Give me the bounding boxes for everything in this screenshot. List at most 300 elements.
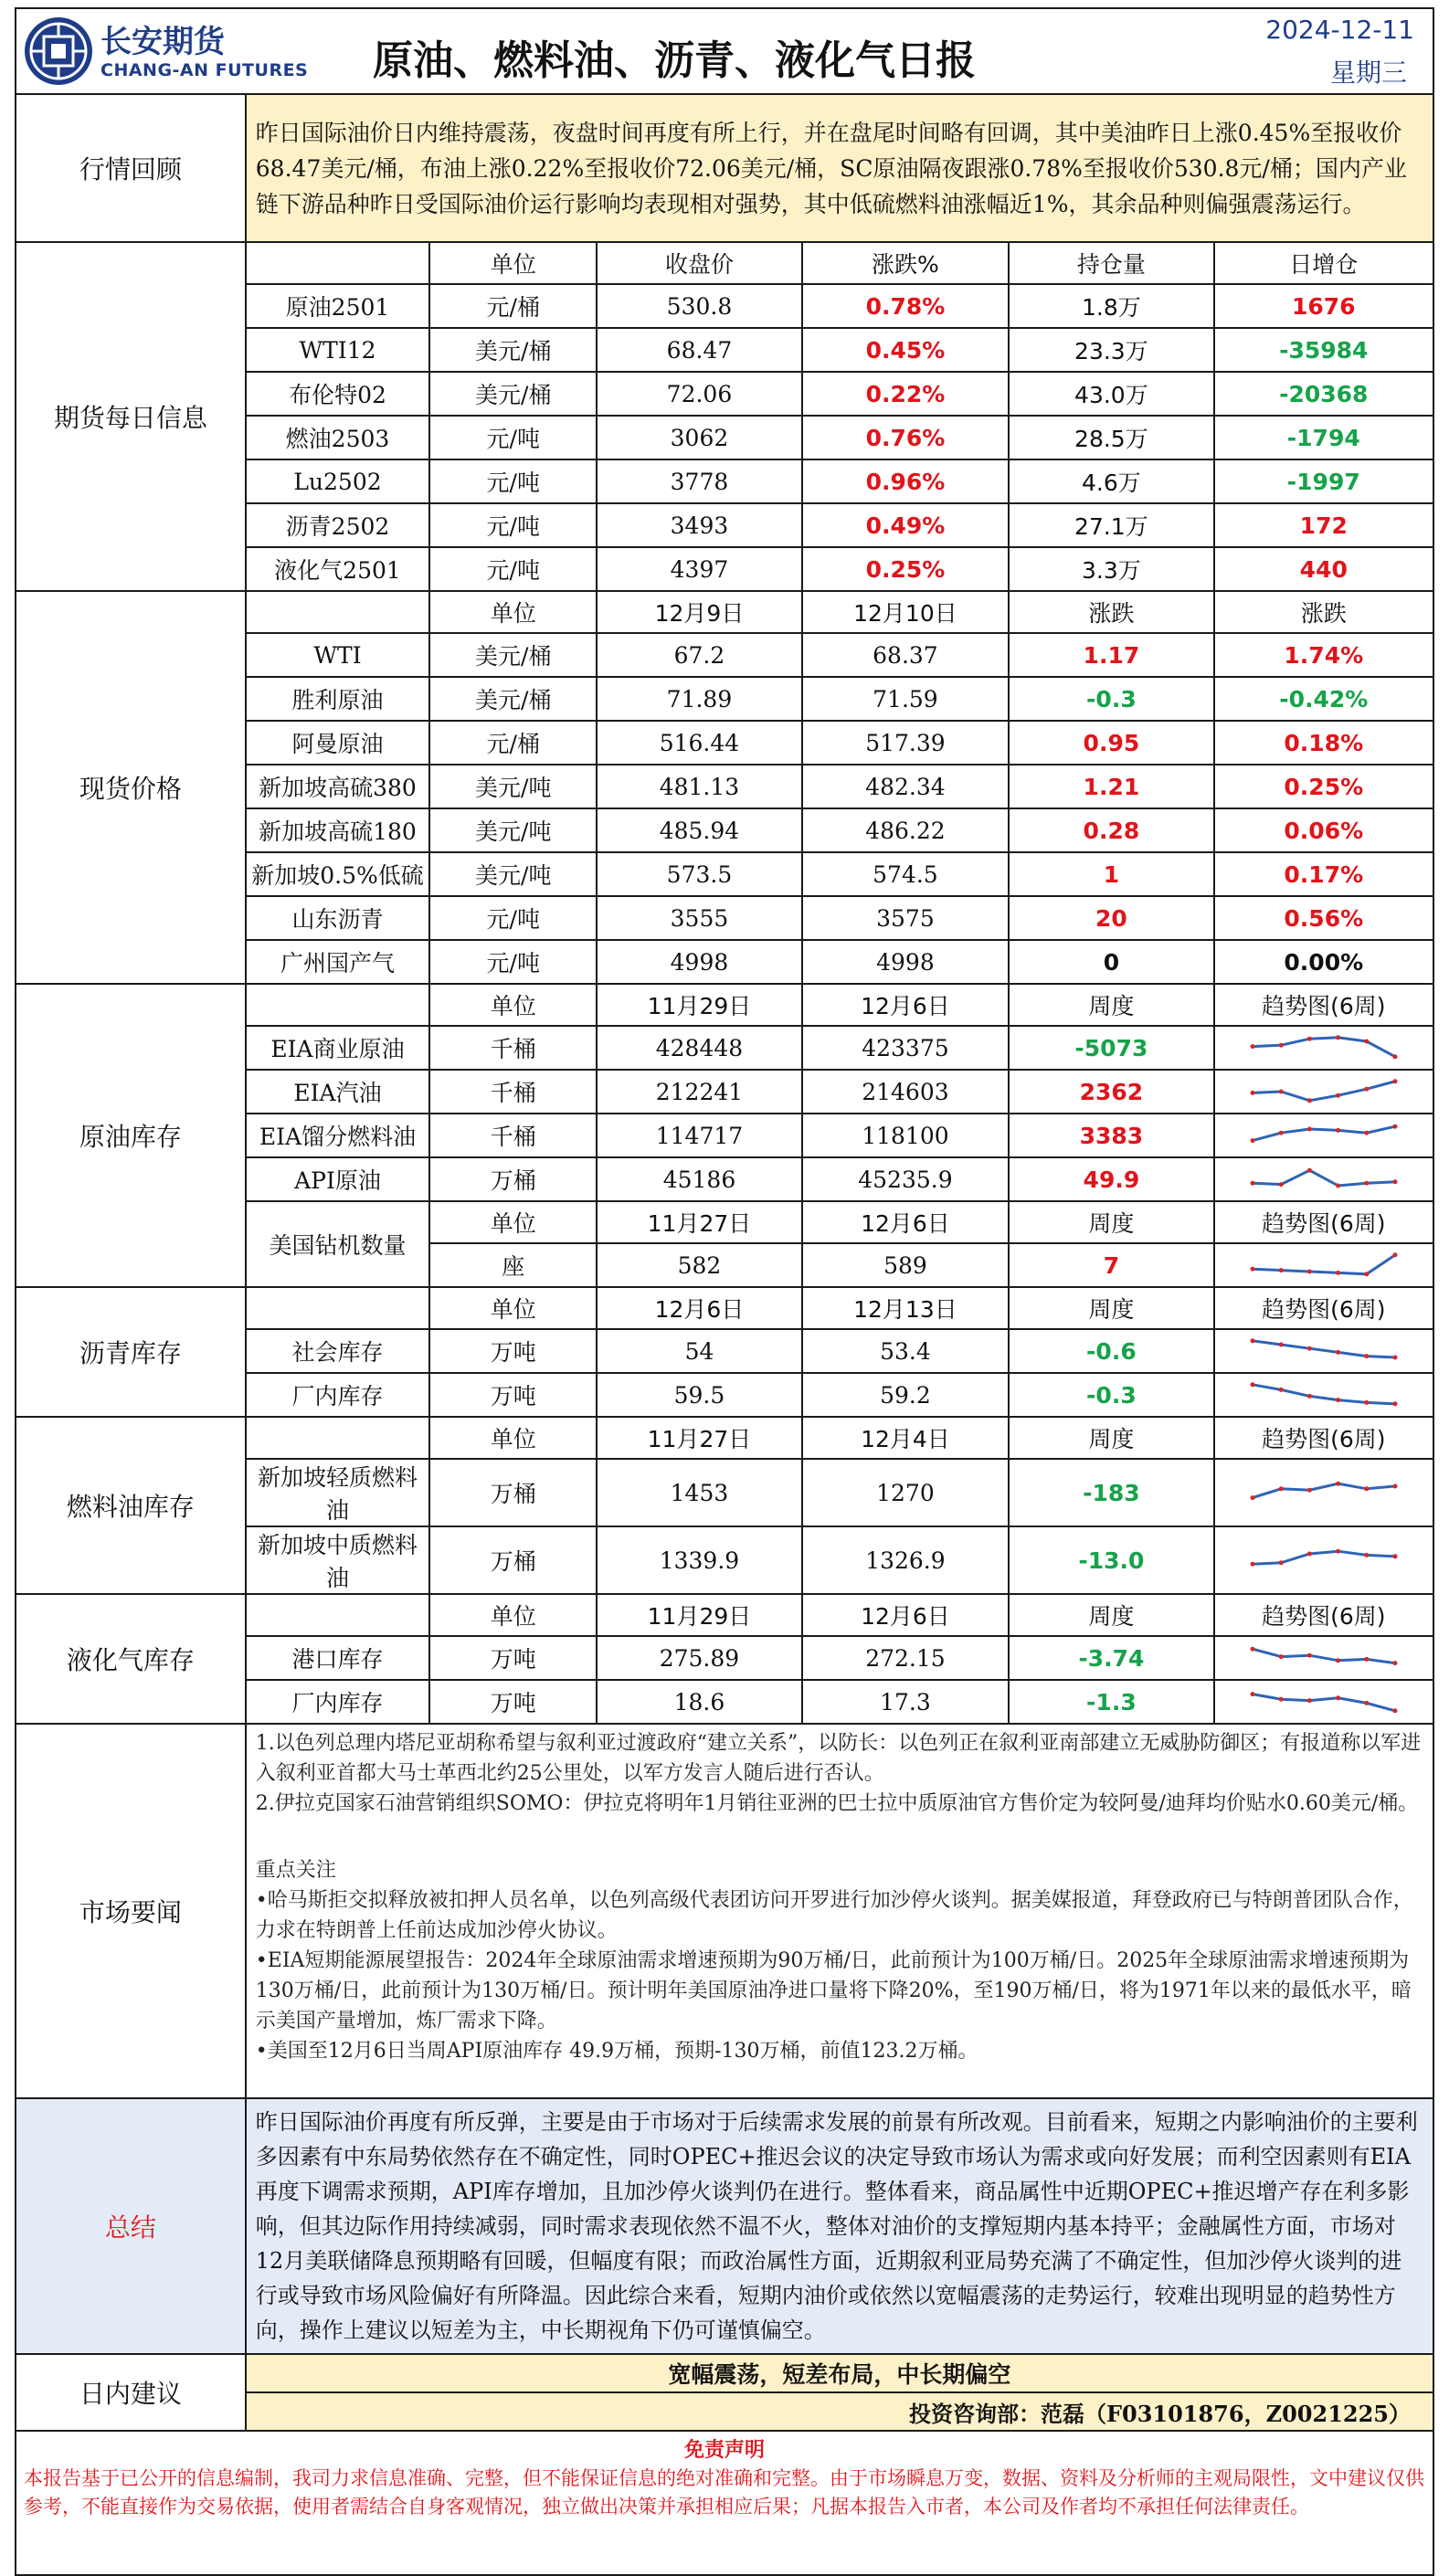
crude-inventory-section — [16, 984, 1433, 1287]
oi-change: -20368 — [1214, 372, 1433, 416]
trend-sparkline — [1247, 1474, 1401, 1511]
trend-cell — [1214, 1636, 1433, 1680]
inventory-name: EIA馏分燃料油 — [246, 1114, 429, 1157]
change-pct: 0.96% — [802, 459, 1010, 503]
inventory-name: 厂内库存 — [246, 1680, 429, 1724]
unit-cell: 美元/桶 — [429, 633, 597, 677]
trend-point — [1307, 1037, 1312, 1041]
section-label: 燃料油库存 — [16, 1417, 246, 1594]
trend-point — [1250, 1495, 1254, 1500]
price-change: 1.17 — [1009, 633, 1213, 677]
trend-point — [1392, 1252, 1397, 1257]
report-date: 2024-12-11 — [1265, 15, 1414, 45]
fuel-oil-inventory-section — [16, 1417, 1433, 1594]
unit-cell: 美元/桶 — [429, 372, 597, 416]
open-interest: 1.8万 — [1009, 284, 1213, 328]
value-week2: 59.2 — [802, 1373, 1010, 1417]
trend-point — [1307, 1168, 1312, 1173]
oi-change: -35984 — [1214, 328, 1433, 372]
inventory-name: EIA汽油 — [246, 1070, 429, 1114]
change-pct: 0.25% — [802, 547, 1010, 591]
value-week1: 1339.9 — [597, 1526, 801, 1594]
column-header: 12月6日 — [802, 1594, 1010, 1636]
weekly-change: 3383 — [1009, 1114, 1213, 1157]
trend-line — [1253, 1385, 1395, 1404]
trend-point — [1364, 1354, 1369, 1358]
trend-point — [1336, 1035, 1340, 1040]
value-week1: 428448 — [597, 1026, 801, 1070]
trend-cell — [1214, 1329, 1433, 1373]
trend-point — [1392, 1661, 1397, 1665]
unit-cell: 美元/桶 — [429, 328, 597, 372]
open-interest: 4.6万 — [1009, 459, 1213, 503]
price-day2: 482.34 — [802, 765, 1010, 808]
column-header: 收盘价 — [597, 242, 801, 284]
column-header: 单位 — [429, 984, 597, 1026]
price-change: 0 — [1009, 940, 1213, 984]
trend-point — [1250, 1562, 1254, 1567]
advice-row — [16, 2354, 1433, 2392]
inventory-name: 新加坡轻质燃料油 — [246, 1459, 429, 1526]
table-header-row — [16, 1594, 1433, 1636]
unit-cell: 美元/吨 — [429, 808, 597, 852]
trend-point — [1250, 1181, 1254, 1186]
trend-point — [1250, 1091, 1254, 1095]
value-week1: 114717 — [597, 1114, 801, 1157]
price-day1: 481.13 — [597, 765, 801, 808]
column-header: 单位 — [429, 1201, 597, 1243]
oi-change: 172 — [1214, 503, 1433, 547]
column-header: 周度 — [1009, 1201, 1213, 1243]
price-change-pct: 0.56% — [1214, 896, 1433, 940]
trend-point — [1364, 1657, 1369, 1662]
price-day2: 3575 — [802, 896, 1010, 940]
close-price: 4397 — [597, 547, 801, 591]
value-week2: 53.4 — [802, 1329, 1010, 1373]
focus-item: •哈马斯拒交拟释放被扣押人员名单，以色列高级代表团访问开罗进行加沙停火谈判。据美媒报道，拜登政府已与特朗普团队合作，力求在特朗普上任前达成加沙停火协议。 — [255, 1889, 1413, 1942]
trend-point — [1278, 1654, 1283, 1659]
column-header: 趋势图(6周) — [1214, 1287, 1433, 1329]
spot-name: 新加坡0.5%低硫 — [246, 852, 429, 896]
unit-cell: 美元/吨 — [429, 765, 597, 808]
close-price: 3062 — [597, 416, 801, 459]
contract-name: 布伦特02 — [246, 372, 429, 416]
weekly-change: -0.3 — [1009, 1373, 1213, 1417]
trend-cell — [1214, 1680, 1433, 1724]
blank-header — [246, 1287, 429, 1329]
contract-name: Lu2502 — [246, 459, 429, 503]
price-day2: 486.22 — [802, 808, 1010, 852]
price-day2: 68.37 — [802, 633, 1010, 677]
unit-cell: 元/桶 — [429, 284, 597, 328]
unit-cell: 万桶 — [429, 1157, 597, 1201]
section-label: 沥青库存 — [16, 1287, 246, 1417]
trend-line — [1253, 1038, 1395, 1057]
table-header-row — [16, 1417, 1433, 1459]
trend-point — [1364, 1701, 1369, 1705]
review-text: 昨日国际油价日内维持震荡，夜盘时间再度有所上行，并在盘尾时间略有回调，其中美油昨日上涨0.45%至报收价68.47美元/桶，布油上涨0.22%至报收价72.06美元/桶，SC原油隔夜跟涨0.78%至报收价530.8元/桶；国内产业链下游品种昨日受国际油价运行影响均表现相对强势，其中低硫燃料油涨幅近1%，其余品种则偏强震荡运行。 — [246, 94, 1433, 242]
column-header: 单位 — [429, 1417, 597, 1459]
column-header: 单位 — [429, 1594, 597, 1636]
trend-point — [1336, 1128, 1340, 1133]
spot-section — [16, 591, 1433, 984]
value-week1: 582 — [597, 1243, 801, 1287]
trend-point — [1250, 1267, 1254, 1272]
close-price: 3493 — [597, 503, 801, 547]
trend-sparkline — [1247, 1073, 1401, 1110]
trend-cell — [1214, 1526, 1433, 1594]
blank-header — [246, 1417, 429, 1459]
trend-line — [1253, 1483, 1395, 1497]
price-change-pct: 0.06% — [1214, 808, 1433, 852]
change-pct: 0.78% — [802, 284, 1010, 328]
change-pct: 0.22% — [802, 372, 1010, 416]
asphalt-inventory-section — [16, 1287, 1433, 1417]
close-price: 72.06 — [597, 372, 801, 416]
trend-sparkline — [1247, 1377, 1401, 1413]
focus-item: •美国至12月6日当周API原油库存 49.9万桶，预期-130万桶，前值123.2万桶。 — [255, 2040, 978, 2063]
column-header: 趋势图(6周) — [1214, 1594, 1433, 1636]
price-change-pct: 0.17% — [1214, 852, 1433, 896]
unit-cell: 元/桶 — [429, 721, 597, 765]
unit-cell: 元/吨 — [429, 940, 597, 984]
column-header: 周度 — [1009, 984, 1213, 1026]
trend-point — [1392, 1079, 1397, 1083]
price-change: 1.21 — [1009, 765, 1213, 808]
inventory-name: EIA商业原油 — [246, 1026, 429, 1070]
trend-point — [1392, 1124, 1397, 1129]
spot-name: 新加坡高硫180 — [246, 808, 429, 852]
trend-point — [1392, 1554, 1397, 1558]
logo-name-en: CHANG-AN FUTURES — [100, 60, 309, 80]
trend-line — [1253, 1082, 1395, 1101]
trend-line — [1253, 1694, 1395, 1711]
inventory-name: 厂内库存 — [246, 1373, 429, 1417]
value-week2: 214603 — [802, 1070, 1010, 1114]
summary-row — [16, 2098, 1433, 2354]
price-day1: 3555 — [597, 896, 801, 940]
trend-point — [1336, 1658, 1340, 1663]
trend-point — [1336, 1695, 1340, 1700]
column-header: 11月27日 — [597, 1201, 801, 1243]
unit-cell: 元/吨 — [429, 547, 597, 591]
trend-line — [1253, 1255, 1395, 1274]
trend-point — [1364, 1400, 1369, 1405]
trend-sparkline — [1247, 1640, 1401, 1676]
trend-point — [1392, 1356, 1397, 1360]
price-change: 20 — [1009, 896, 1213, 940]
price-change: 0.95 — [1009, 721, 1213, 765]
trend-line — [1253, 1341, 1395, 1357]
trend-point — [1307, 1098, 1312, 1103]
trend-point — [1278, 1560, 1283, 1565]
column-header: 12月6日 — [802, 1201, 1010, 1243]
column-header: 涨跌 — [1214, 591, 1433, 633]
spot-name: 广州国产气 — [246, 940, 429, 984]
summary-text: 昨日国际油价再度有所反弹，主要是由于市场对于后续需求发展的前景有所改观。目前看来，短期之内影响油价的主要利多因素有中东局势依然存在不确定性，同时OPEC+推迟会议的决定导致市场认为需求或向好发展；而利空因素则有EIA再度下调需求预期，API库存增加，且加沙停火谈判仍在进行。整体看来，商品属性中近期OPEC+推迟增产存在利多影响，但其边际作用持续减弱，同时需求表现依然不温不火，整体对油价的支撑短期内基本持平；金融属性方面，市场对12月美联储降息预期略有回暖，但幅度有限；而政治属性方面，近期叙利亚局势充满了不确定性，但加沙停火谈判的进行或导致市场风险偏好有所降温。因此综合来看，短期内油价或依然以宽幅震荡的走势运行，较难出现明显的趋势性方向，操作上建议以短差为主，中长期视角下仍可谨慎偏空。 — [246, 2098, 1433, 2354]
weekly-change: 49.9 — [1009, 1157, 1213, 1201]
open-interest: 27.1万 — [1009, 503, 1213, 547]
trend-line — [1253, 1170, 1395, 1186]
oi-change: 440 — [1214, 547, 1433, 591]
trend-line — [1253, 1126, 1395, 1140]
trend-point — [1307, 1346, 1312, 1351]
price-change: 0.28 — [1009, 808, 1213, 852]
oi-change: -1997 — [1214, 459, 1433, 503]
table-header-row — [16, 984, 1433, 1026]
focus-title: 重点关注 — [255, 1859, 336, 1882]
value-week1: 45186 — [597, 1157, 801, 1201]
column-header: 涨跌 — [1009, 591, 1213, 633]
column-header: 趋势图(6周) — [1214, 1201, 1433, 1243]
open-interest: 3.3万 — [1009, 547, 1213, 591]
trend-point — [1278, 1090, 1283, 1094]
column-header: 趋势图(6周) — [1214, 1417, 1433, 1459]
column-header: 趋势图(6周) — [1214, 984, 1433, 1026]
disclaimer-row — [16, 2431, 1433, 2575]
news-item: 1.以色列总理内塔尼亚胡称希望与叙利亚过渡政府“建立关系”，以防长：以色列正在叙利亚南部建立无威胁防御区；有报道称以军进入叙利亚首都大马士革西北约25公里处，以军方发言人随后进行否认。 — [255, 1732, 1422, 1785]
trend-point — [1364, 1087, 1369, 1092]
column-header: 单位 — [429, 1287, 597, 1329]
unit-cell: 元/吨 — [429, 416, 597, 459]
contract-name: 液化气2501 — [246, 547, 429, 591]
unit-cell: 元/吨 — [429, 896, 597, 940]
trend-point — [1250, 1138, 1254, 1143]
news-label: 市场要闻 — [16, 1724, 246, 2098]
trend-point — [1392, 1708, 1397, 1713]
trend-point — [1278, 1343, 1283, 1347]
unit-cell: 万桶 — [429, 1526, 597, 1594]
unit-cell: 万吨 — [429, 1636, 597, 1680]
weekly-change: 2362 — [1009, 1070, 1213, 1114]
spot-name: 阿曼原油 — [246, 721, 429, 765]
spot-name: 胜利原油 — [246, 677, 429, 721]
value-week1: 1453 — [597, 1459, 801, 1526]
weekly-change: -183 — [1009, 1459, 1213, 1526]
trend-sparkline — [1247, 1117, 1401, 1154]
lpg-inventory-section — [16, 1594, 1433, 1724]
change-pct: 0.45% — [802, 328, 1010, 372]
price-change: -0.3 — [1009, 677, 1213, 721]
column-header: 12月13日 — [802, 1287, 1010, 1329]
trend-sparkline — [1247, 1029, 1401, 1066]
value-week2: 45235.9 — [802, 1157, 1010, 1201]
section-label: 原油库存 — [16, 984, 246, 1287]
analyst-text: 投资咨询部：范磊（F03101876，Z0021225） — [246, 2392, 1433, 2431]
spot-name: 新加坡高硫380 — [246, 765, 429, 808]
trend-point — [1364, 1040, 1369, 1044]
trend-point — [1278, 1182, 1283, 1187]
price-change-pct: 0.18% — [1214, 721, 1433, 765]
blank-header — [246, 591, 429, 633]
advice-label: 日内建议 — [16, 2354, 246, 2431]
oi-change: -1794 — [1214, 416, 1433, 459]
price-day2: 517.39 — [802, 721, 1010, 765]
column-header: 12月4日 — [802, 1417, 1010, 1459]
weekly-change: -1.3 — [1009, 1680, 1213, 1724]
report-page — [15, 7, 1434, 2576]
trend-point — [1307, 1270, 1312, 1274]
unit-cell: 千桶 — [429, 1026, 597, 1070]
trend-line — [1253, 1649, 1395, 1663]
column-header: 11月29日 — [597, 1594, 801, 1636]
logo-name-cn: 长安期货 — [100, 24, 225, 60]
trend-point — [1392, 1484, 1397, 1489]
contract-name: 原油2501 — [246, 284, 429, 328]
blank-header — [246, 1594, 429, 1636]
price-day1: 485.94 — [597, 808, 801, 852]
trend-sparkline — [1247, 1333, 1401, 1369]
value-week1: 18.6 — [597, 1680, 801, 1724]
trend-point — [1307, 1127, 1312, 1132]
price-day1: 516.44 — [597, 721, 801, 765]
review-row — [16, 94, 1433, 242]
trend-cell — [1214, 1114, 1433, 1157]
trend-point — [1278, 1388, 1283, 1392]
report-title: 原油、燃料油、沥青、液化气日报 — [373, 37, 976, 84]
trend-point — [1278, 1486, 1283, 1491]
change-pct: 0.49% — [802, 503, 1010, 547]
column-header: 日增仓 — [1214, 242, 1433, 284]
price-day1: 573.5 — [597, 852, 801, 896]
weekly-change: -5073 — [1009, 1026, 1213, 1070]
inventory-name: 社会库存 — [246, 1329, 429, 1373]
column-header: 12月6日 — [802, 984, 1010, 1026]
unit-cell: 万桶 — [429, 1459, 597, 1526]
column-header: 单位 — [429, 591, 597, 633]
blank-header — [246, 242, 429, 284]
trend-cell — [1214, 1026, 1433, 1070]
column-header: 12月9日 — [597, 591, 801, 633]
section-label: 期货每日信息 — [16, 242, 246, 591]
trend-cell — [1214, 1157, 1433, 1201]
column-header: 12月10日 — [802, 591, 1010, 633]
close-price: 68.47 — [597, 328, 801, 372]
trend-sparkline — [1247, 1542, 1401, 1578]
unit-cell: 千桶 — [429, 1114, 597, 1157]
trend-point — [1307, 1552, 1312, 1557]
section-label: 现货价格 — [16, 591, 246, 984]
trend-point — [1336, 1184, 1340, 1188]
value-week2: 1326.9 — [802, 1526, 1010, 1594]
inventory-name: 新加坡中质燃料油 — [246, 1526, 429, 1594]
trend-point — [1250, 1382, 1254, 1387]
column-header: 11月27日 — [597, 1417, 801, 1459]
unit-cell: 美元/吨 — [429, 852, 597, 896]
value-week1: 212241 — [597, 1070, 801, 1114]
trend-point — [1278, 1043, 1283, 1048]
value-week1: 54 — [597, 1329, 801, 1373]
trend-point — [1364, 1553, 1369, 1557]
column-header: 周度 — [1009, 1417, 1213, 1459]
trend-cell — [1214, 1243, 1433, 1287]
column-header: 12月6日 — [597, 1287, 801, 1329]
news-row — [16, 1724, 1433, 2098]
open-interest: 28.5万 — [1009, 416, 1213, 459]
trend-point — [1336, 1271, 1340, 1275]
weekly-change: 7 — [1009, 1243, 1213, 1287]
section-label: 液化气库存 — [16, 1594, 246, 1724]
trend-sparkline — [1247, 1247, 1401, 1283]
trend-point — [1336, 1482, 1340, 1486]
trend-cell — [1214, 1373, 1433, 1417]
trend-point — [1307, 1394, 1312, 1399]
trend-cell — [1214, 1459, 1433, 1526]
header-row — [16, 8, 1433, 94]
price-change-pct: 1.74% — [1214, 633, 1433, 677]
report-table — [15, 7, 1434, 2576]
trend-point — [1250, 1044, 1254, 1049]
trend-point — [1364, 1486, 1369, 1491]
price-day2: 574.5 — [802, 852, 1010, 896]
unit-cell: 千桶 — [429, 1070, 597, 1114]
value-week1: 59.5 — [597, 1373, 801, 1417]
column-header: 周度 — [1009, 1594, 1213, 1636]
value-week2: 118100 — [802, 1114, 1010, 1157]
company-logo — [22, 15, 95, 88]
trend-point — [1278, 1697, 1283, 1702]
inventory-name: 港口库存 — [246, 1636, 429, 1680]
value-week2: 1270 — [802, 1459, 1010, 1526]
disclaimer-text: 本报告基于已公开的信息编制，我司力求信息准确、完整，但不能保证信息的绝对准确和完整。由于市场瞬息万变，数据、资料及分析师的主观局限性，文中建议仅供参考，不能直接作为交易依据，使用者需结合自身客观情况，独立做出决策并承担相应后果；凡据本报告入市者，本公司及作者均不承担任何法律责任。 — [24, 2467, 1424, 2518]
close-price: 3778 — [597, 459, 801, 503]
trend-point — [1336, 1398, 1340, 1402]
table-header-row — [16, 1287, 1433, 1329]
change-pct: 0.76% — [802, 416, 1010, 459]
value-week2: 423375 — [802, 1026, 1010, 1070]
value-week2: 272.15 — [802, 1636, 1010, 1680]
unit-cell: 万吨 — [429, 1329, 597, 1373]
news-item: 2.伊拉克国家石油营销组织SOMO：伊拉克将明年1月销往亚洲的巴士拉中质原油官方售价定为较阿曼/迪拜均价贴水0.60美元/桶。 — [255, 1792, 1419, 1815]
value-week1: 275.89 — [597, 1636, 801, 1680]
table-header-row — [16, 591, 1433, 633]
disclaimer-title: 免责声明 — [683, 2438, 765, 2462]
trend-point — [1364, 1272, 1369, 1276]
column-header: 11月29日 — [597, 984, 801, 1026]
trend-point — [1336, 1093, 1340, 1098]
price-change-pct: -0.42% — [1214, 677, 1433, 721]
report-weekday: 星期三 — [1329, 58, 1407, 88]
inventory-name: API原油 — [246, 1157, 429, 1201]
price-day1: 67.2 — [597, 633, 801, 677]
summary-label: 总结 — [16, 2098, 246, 2354]
spot-name: WTI — [246, 633, 429, 677]
oi-change: 1676 — [1214, 284, 1433, 328]
table-header-row — [16, 242, 1433, 284]
trend-point — [1392, 1179, 1397, 1184]
unit-cell: 万吨 — [429, 1680, 597, 1724]
price-day1: 71.89 — [597, 677, 801, 721]
price-change-pct: 0.25% — [1214, 765, 1433, 808]
trend-point — [1250, 1692, 1254, 1696]
value-week2: 17.3 — [802, 1680, 1010, 1724]
trend-point — [1278, 1268, 1283, 1272]
price-change-pct: 0.00% — [1214, 940, 1433, 984]
column-header: 持仓量 — [1009, 242, 1213, 284]
open-interest: 23.3万 — [1009, 328, 1213, 372]
value-week2: 589 — [802, 1243, 1010, 1287]
rig-count-name: 美国钻机数量 — [246, 1201, 429, 1287]
trend-cell — [1214, 1070, 1433, 1114]
column-header: 单位 — [429, 242, 597, 284]
weekly-change: -0.6 — [1009, 1329, 1213, 1373]
trend-sparkline — [1247, 1684, 1401, 1720]
price-change: 1 — [1009, 852, 1213, 896]
trend-point — [1392, 1054, 1397, 1059]
trend-point — [1392, 1401, 1397, 1406]
unit-cell: 元/吨 — [429, 503, 597, 547]
trend-sparkline — [1247, 1161, 1401, 1198]
